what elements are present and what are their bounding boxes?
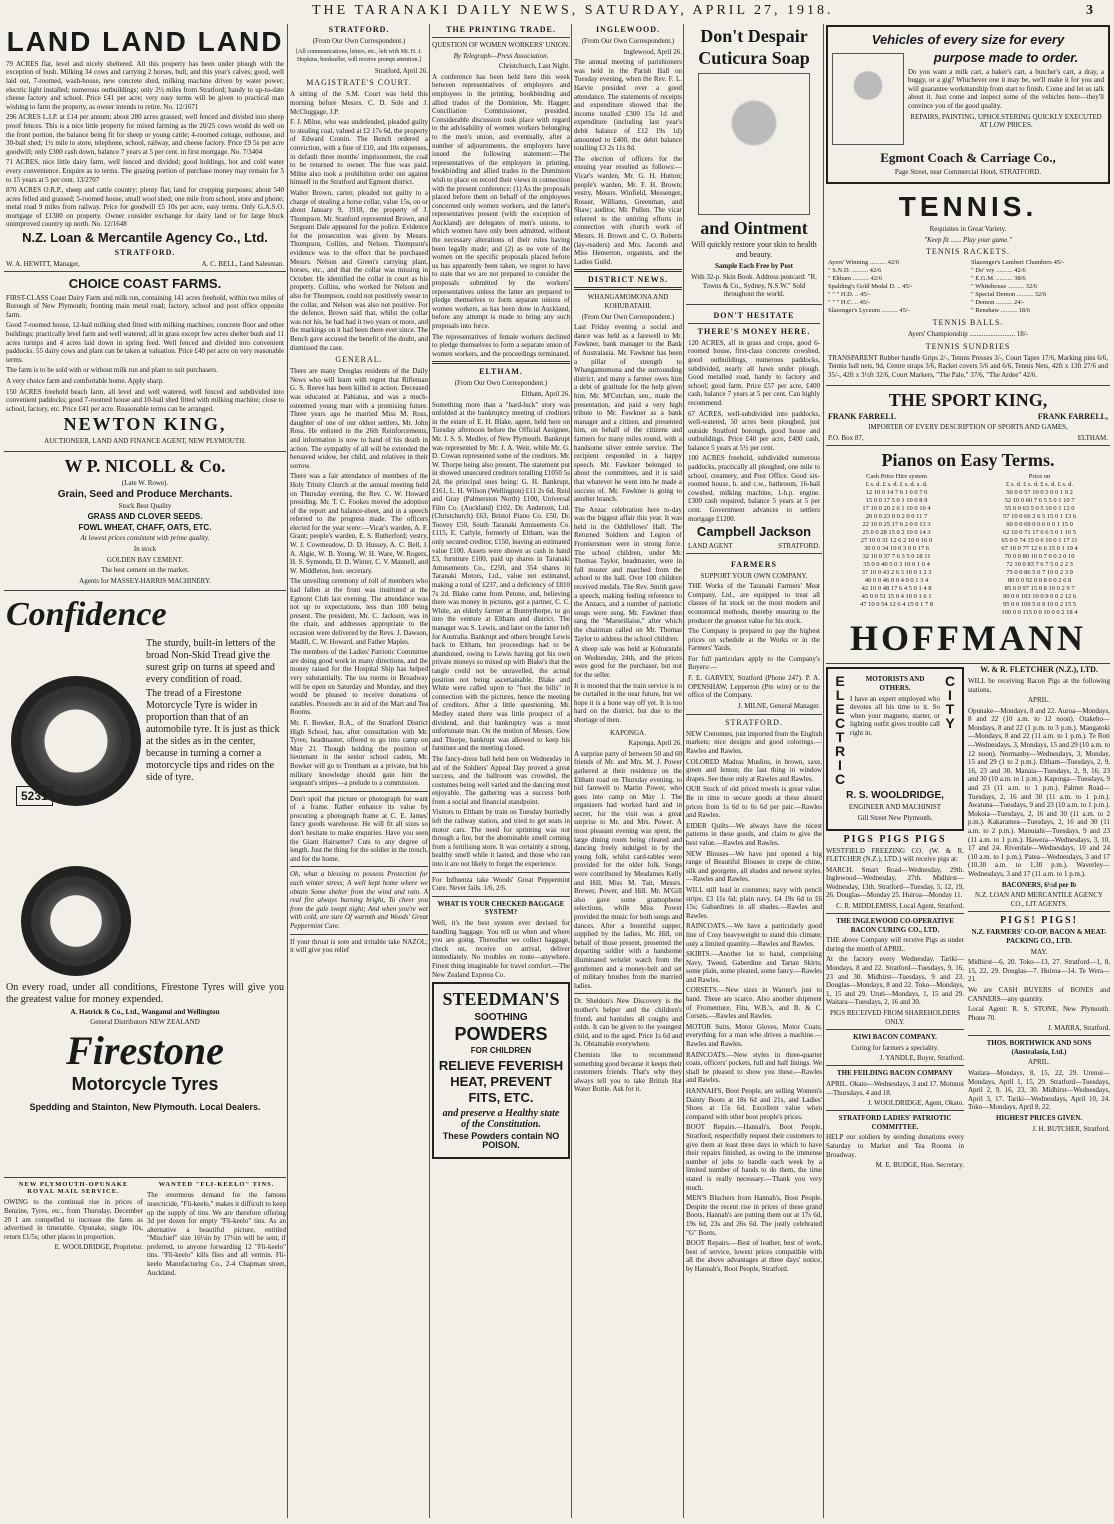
- masthead-title: THE TARANAKI DAILY NEWS, SATURDAY, APRIL 27, 1918.: [312, 3, 834, 18]
- borthwick-schedule: Waitara—Mondays, 8, 15, 22, 29. Urenui—Mondays, April 1, 15, 29. Stratford—Tuesdays, April 2, 9, 16, 23, 30. Midhirst—Wednesdays, April 3, 17. Tariki—Wednesdays, April 10, 24. Toko—Mondays, April 8, 22.: [968, 1069, 1110, 1112]
- firestone-advert: [4, 591, 286, 1178]
- kiwi-bacon: KIWI BACON COMPANY.: [853, 1033, 937, 1042]
- article-para: The annual meeting of parishioners was held in the Parish Hall on Tuesday evening, when the Rev. F. L. Harvie presided over a good attendance. The statements of receipts and expenditure showed that the income totalled £300 15s 1d and expenditure (including last year's debit balance of £12 19s 1d) amounted to £400, the debit balance totalling £3 2s 11s 8d.: [574, 58, 682, 153]
- column-rule: [429, 24, 430, 1518]
- inglewood-co: THE INGLEWOOD CO-OPERATIVE BACON CURING CO., LTD.: [836, 917, 954, 934]
- wooldridge-name: R. S. WOOLDRIDGE,: [846, 790, 944, 802]
- right-subcol-2: [968, 664, 1110, 1170]
- own-correspondent: (From Our Own Correspondent.): [312, 37, 406, 45]
- piano-row: 72 10 0 83 7 6 7 5 0 2 2 3: [1006, 560, 1073, 568]
- piano-row: 40 0 0 46 0 0 4 0 0 1 3 4: [864, 576, 929, 584]
- magistrates-head: MAGISTRATE'S COURT.: [306, 78, 412, 88]
- fletcher-text: WILL be receiving Bacon Pigs at the following stations,: [968, 676, 1110, 694]
- column-rule: [287, 24, 288, 1518]
- piano-row: 80 0 0 92 0 0 8 0 0 2 6 8: [1007, 576, 1072, 584]
- rackets-head: TENNIS RACKETS.: [926, 247, 1010, 257]
- firestone-logo: Firestone: [66, 1027, 224, 1073]
- article-para: A conference has been held here this week between representatives of employers and employees in the printing, bookbinding and allied trades of the Dominion, Mr. Hagger, Conciliation Commissioner, presided. Considerable discussion took place with regard to the advisability of women workers belonging to the men's union, and eventually, after a number of adjournments, the employers have issued the following statement:—The representatives of the employers in printing, bookbinding and allied trades in the Dominion wish to place on record their views in connection with the present conference: (1) As the proposals placed before them on behalf of the employees concerned only women workers, and the latter's representatives present (with the exception of Auckland) are delegates of men's unions, to which women have only been admitted, without the necessary alterations of their rules having been legally made; and (2) as no vote of the women on the specific proposals placed before us has apparently been taken, we regret to have to state that we are not prepared to consider the proposals submitted by the workers' representatives unless the latter are prepared to pledge themselves to form separate unions of women workers, as has been done in Auckland, before any attempt is made to bring any such proposals into force.: [432, 72, 570, 330]
- farmers-advert: [686, 554, 822, 715]
- piano-row: 37 10 0 43 2 6 3 10 0 1 2 3: [861, 568, 932, 576]
- egmont-name: Egmont Coach & Carriage Co.,: [880, 150, 1056, 166]
- every-road-text: On every road, under all conditions, Firestone Tyres will give you the greatest value for money expended.: [6, 981, 284, 1005]
- piano-row: 30 0 0 34 10 0 3 0 0 17 6: [864, 544, 929, 552]
- article-para: Well, it's the best system ever devised for handling baggage. You tell us when and where you are going. Thereafter we collect baggage, check on, receive on arrival, deliver immediately. No troubles en route—anywhere. Finest thing imaginable for travel comfort.—The New Zealand Express Co.: [432, 919, 570, 979]
- stratford-head: STRATFORD.: [725, 717, 783, 727]
- fletcher-month: APRIL.: [1028, 696, 1050, 705]
- page-number: 3: [1086, 3, 1096, 18]
- article-para: A sitting of the S.M. Court was held this morning before Messrs. C. D. Sole and J. McCluggage, J.P.: [290, 90, 428, 116]
- piano-row: 57 10 0 66 2 6 5 15 0 1 13 6: [1002, 512, 1077, 520]
- piano-row: 67 10 0 77 12 6 6 15 0 1 19 4: [1001, 544, 1078, 552]
- racket-item: " S.N.D. .......... 42/6: [828, 267, 882, 275]
- money-advert: [686, 305, 822, 554]
- no-poison: These Powders contain NO POISON.: [442, 1130, 560, 1151]
- massey-agents: Agents for MASSEY-HARRIS MACHINERY.: [79, 576, 211, 585]
- borthwick-month: APRIL.: [1028, 1058, 1050, 1067]
- baggage-head: WHAT IS YOUR CHECKED BAGGAGE SYSTEM?: [437, 899, 565, 917]
- frank-farrell: FRANK FARRELL,: [1037, 412, 1108, 422]
- piano-row: 60 0 0 69 0 0 6 0 0 1 15 0: [1006, 520, 1073, 528]
- racket-item: " Renshaw .......... 18/6: [971, 307, 1031, 315]
- masthead: [0, 0, 1114, 22]
- keep-fit: "Keep fit ...... Play your game.": [924, 235, 1012, 244]
- motorists: MOTORISTS AND OTHERS.: [865, 675, 925, 692]
- sample-text: With 32-p. Skin Book. Address postcard: "R. Towns & Co., Sydney, N.S.W." Sold throughout the world.: [690, 272, 818, 299]
- nicoll-advert: [4, 452, 286, 592]
- farmers-text: The Company is prepared to pay the highest prices on schedule at the Works or in the Farmers' Yards.: [688, 627, 820, 653]
- land-item: 79 ACRES flat, level and nicely sheltered. All this property has been under plough with the exception of bush. Milking 34 cows and carrying 2 horses, bull, and this year's calves; good, well laid out, 7-roomed, wash-house, new concrete shed, milking machine driven by water power; electric light installed; numerous outbuildings; only 2½ miles from Stratford; handy to up-to-date cheese factory and school. Price £41 per acre; very easy terms will be given to practical man wishing to farm the property, as owner intends to retire. No. 12/1671: [6, 59, 284, 111]
- column-rule: [823, 24, 824, 1518]
- classified: WILL still lead in costumes; navy with pencil stripe, £3 11s 6d; plain navy, £4 19s 6d to £6 15s; Gabardines in all shades.—Rawles and Rawles.: [686, 885, 822, 920]
- fletcher-schedule: Opunake—Mondays, 8 and 22. Auroa—Mondays, 8 and 22 (10 a.m. to 12 noon). Otakeho—Mondays, 8 and 22 (1 p.m. to 3 p.m.). Mangatoki—Mondays, 8 and 22 (11 a.m. to 1 p.m.). Te Roti—Wednesdays, 3, Mondays, 15 and 29 (10 a.m. to 12 noon). Normanby—Wednesdays, 3, Monday, 15 and 29 (1 to 2 p.m.). Eltham—Tuesdays, 2, 9, 16, 23 and 30. Manaia—Tuesdays, 2, 9, 16, 23 and 30 (10 a.m. to 1 p.m.). Kaponga—Tuesdays, 9 and 23 (11 a.m. to 1 p.m.). Palmer Road—Tuesdays, 2, 16 and 30 (11 a.m. to 1 p.m.). Awatuna—Tuesdays, 9 and 23 (10 a.m. to 1 p.m.). Mokoia—Tuesdays, 2, 16 and 30 (11 a.m. to 2 p.m.). Kakaramea—Tuesdays, 2, 16 and 30 (11 a.m. to 2 p.m.). Manutahi—Tuesdays, 9 and 23 (11 a.m. to 1 p.m.). Hawera—Wednesdays, 3, 10, 17 and 24. Riverdale—Wednesdays, 10 and 24 (10 a.m. to 1 p.m.). Patea—Wednesdays, 3 and 17 (10.30 a.m. to 1.30 p.m.). Waverley—Wednesdays, 3 and 17 (11 a.m. to 1 p.m.).: [968, 706, 1110, 878]
- piano-row: 100 0 0 115 0 0 10 0 0 2 18 4: [1001, 608, 1078, 616]
- piano-row: 17 10 0 20 2 6 1 10 0 10 4: [862, 504, 931, 512]
- land-item: 71 ACRES, nice little dairy farm, well fenced and divided; good holdings, hot and cold water every convenience. Enquire as to terms. The grazing portion of purchase money may remain for 5 to 15 years at 5 per cent. 13/2707: [6, 158, 284, 184]
- pianos-advert: [826, 446, 1110, 664]
- fletcher-name: W. & R. FLETCHER (N.Z.), LTD.: [980, 665, 1098, 675]
- eltham-head: ELTHAM.: [479, 367, 523, 377]
- ladies-sign: M. E. BUDGE, Hon. Secretary.: [875, 1161, 964, 1170]
- article-para: Dr. Sheldon's New Discovery is the mother's helper and the children's friend, and banishes all coughs and colds. It can be given to the youngest child, and to the aged. Price 1s 6d and 3s. Obtainable everywhere.: [574, 997, 682, 1049]
- sport-king: THE SPORT KING,: [888, 389, 1048, 410]
- article-para: The unveiling ceremony of roll of members who had fallen at the front was instituted at the Egmont Club last evening. The attendance was not up to expectations, less than 100 being present. The president, Mr. C. Jackson, was in the chair, and addresses appropriate to the occasion were delivered by the Revs. J. Dawson, Madill, C. W. Howard, and Father Maples.: [290, 577, 428, 646]
- piano-row: 90 0 0 103 10 0 9 0 0 2 12 6: [1002, 592, 1077, 600]
- egmont-coach-advert: [826, 25, 1110, 184]
- cement: GOLDEN BAY CEMENT.: [106, 555, 184, 564]
- baconers: BACONERS, 6½d per lb: [1001, 880, 1077, 889]
- balls-head: TENNIS BALLS.: [932, 318, 1004, 328]
- article-para: The Anzac celebration here to-day was the biggest affair this year. It was held in the Oddfellows' Hall. The Returned Soldiers and Legion of Frontiersmen were in strong force. The school children, under Mr. Thomas Taylor, headmaster, were in full muster and marched from the school to the hall. Over 100 children received medals. The Rev. Smith gave a speech, making feeling reference to the Anzacs, and a number of patriotic songs were sung. Mr. Fawkner then sang the "Marseillaise," after which the chairman called on Mr. Thomas Taylor to address the school children.: [574, 505, 682, 643]
- local-agent: Local Agent: R. S. STONE, New Plymouth. Phone 70.: [968, 1005, 1110, 1022]
- eltham: ELTHAM.: [1077, 433, 1108, 442]
- may-label: MAY.: [1030, 947, 1048, 956]
- piano-row: 70 0 0 80 10 0 7 0 0 2 0 10: [1004, 552, 1075, 560]
- may-schedule: Midhirst—6, 20. Toko—13, 27. Stratford—1, 8, 15, 22, 29. Douglas—7. Huiroa—14. Te Wera—21.: [968, 958, 1110, 984]
- inglewood-sign: PIGS RECEIVED FROM SHAREHOLDERS ONLY.: [829, 1009, 961, 1026]
- article-para: Chemists like to recommend something good because it keeps their customers friends. That's why they always tell you to take British Hat Water Bottle. Ask for it.: [574, 1050, 682, 1094]
- inglewood-schedule: At the factory every Wednesday. Tariki—Mondays, 8 and 22. Stratford—Tuesdays, 9, 16, 23 and 30. Midhirst—Tuesdays, 9 and 23. Douglas—Mondays, 8 and 22. Toko—Mondays, 1, 15 and 29. Uruti—Mondays, 1, 15 and 29. Waitara—Tuesdays, 2, 16 and 30.: [826, 955, 964, 1007]
- sport-king-advert: [826, 386, 1110, 446]
- racket-item: " Eltham .......... 42/6: [828, 275, 883, 283]
- land-listing: 67 ACRES, well-subdivided into paddocks, well-watered, 50 acres been ploughed, just outside Stratford borough, good house and outbuildings. Price £40 per acre, £400 cash, balance 5 years at 5½ per cent.: [688, 409, 820, 452]
- article-para: F. J. Milne, who was undefended, pleaded guilty to stealing coal, valued at £2 17s 6d, the property of Edward Cronin. The Bench ordered a conviction, with a fine of £10, and 10s expenses, in default three months' imprisonment, the coal to be returned to owner. The fine was paid. Milne also took a prohibition order out against himself in the Stratford and Egmont district.: [290, 118, 428, 187]
- article-para: The members of the Ladies' Patriotic Committee are doing good work in many directions, and the money raised for the Hospital Ship has helped very substantially. The tea rooms in Broadway will be open on Saturday and Monday, and they would be pleased to receive donations of eatables. Proceeds are in aid of the Mart and Tea Rooms.: [290, 648, 428, 717]
- wanted-head: WANTED "FLI-KEELO" TINS.: [158, 1181, 275, 1189]
- racket-item: Slazenger's Lyceum .......... 45/-: [828, 307, 910, 315]
- article-para: Walter Brown, carter, pleaded not guilty to a charge of stealing a horse collar, value 15s, on or about January 9, 1918, the property of J. Thompson. Mr. Stanford represented Brown, and Sergeant Dale appeared for the police. Evidence for the prosecution was given by Messrs. Thompson, Collins, and Nelson. Thompson's evidence was to the effect that he purchased Messrs. Nelson and Green's carrying plant, horses, etc., and that the collar was missing in October. He identified the collar in court as his property. Collins, who worked for Nelson and also for Thompson, could not positively swear to the collar, and Nelson was also not positive. For the defence, Brown said that, whilst the collar was not his, he had had it two years or more, and the markings on it had been there ever since. The Bench gave accused the benefit of the doubt, and dismissed the case.: [290, 188, 428, 352]
- kiwi-sign: J. YANDLE, Buyer, Stratford.: [879, 1054, 964, 1063]
- inglewood-head: INGLEWOOD.: [595, 25, 660, 34]
- frank-farrell: FRANK FARRELL: [828, 412, 897, 422]
- article-para: The election of officers for the ensuing year resulted as follows:—Vicar's warden, Mr. G. H. Hutton; people's warden, Mr. F. H. Brown; vestry, Messrs. Winfield, Messenger, Rosser, Williams, Greenman, and Shaw; auditor, Mr. Pullen. The vicar referred to the untiring efforts in connection with church work of Messrs. H. Brown and C. O. Roberts (lay-readers) and Mrs. Jacomb and Miss Hemerton, organists, and the Ladies Guild.: [574, 154, 682, 266]
- peppermint-ad: For Influenza take Woods' Great Peppermint Cure. Never fails. 1/6, 2/6.: [432, 875, 570, 893]
- choice-title: CHOICE COAST FARMS.: [68, 276, 222, 292]
- classified: SKIRTS.—Another lot to hand, comprising Navy, Tweed, Gaberdine and Tartan Skirts; some plain, some pleated, some fancy.—Rawles and Rawles.: [686, 950, 822, 984]
- grain-merchants: Grain, Seed and Produce Merchants.: [57, 489, 233, 501]
- piano-row: 20 0 0 23 0 0 2 0 0 11 7: [865, 512, 928, 520]
- own-correspondent: (From Our Own Correspondent.): [581, 37, 675, 45]
- ladies-committee: STRATFORD LADIES' PATRIOTIC COMMITTEE.: [838, 1114, 952, 1131]
- stratford-label: STRATFORD.: [114, 248, 176, 258]
- choice-item: The farm is to be sold with or without milk run and plant to suit purchasers.: [6, 366, 218, 375]
- piano-row: 62 10 0 71 17 6 6 5 0 1 16 5: [1002, 528, 1077, 536]
- lower-right-adverts: [826, 664, 1110, 1170]
- tennis-title: TENNIS.: [898, 191, 1038, 223]
- choice-item: A very choice farm and comfortable home. Apply sharp.: [6, 377, 164, 386]
- piano-row: 35 0 0 40 5 0 3 10 0 1 0 4: [863, 560, 930, 568]
- city-vertical: CITY: [942, 673, 958, 730]
- powders: POWDERS: [454, 1023, 548, 1044]
- classified: MOTOR Suits, Motor Gloves, Motor Coats; everything for a man who drives a machine.—Rawles and Rawles.: [686, 1022, 822, 1049]
- classified: RAINCOATS.—New styles in three-quarter coats, officers' pockets, full and half linings. We shall be pleased to show you these.—Rawles and Rawles.: [686, 1050, 822, 1085]
- piano-row: 32 10 0 37 7 6 3 5 0 18 11: [862, 552, 931, 560]
- championship: Ayers' Championship .......................... 18/-: [907, 330, 1029, 339]
- piano-row: 25 0 0 28 15 0 2 10 0 14 3: [862, 528, 931, 536]
- farmers-sign: J. MILNE, General Manager.: [737, 701, 820, 710]
- soothing: SOOTHING: [474, 1011, 528, 1023]
- feilding-bacon: THE FEILDING BACON COMPANY: [837, 1069, 953, 1078]
- lowest-prices: At lowest prices consistent with prime quality.: [80, 534, 210, 543]
- classified: HANNAH'S, Boot People, are selling Women's Dainty Boots at 18s 6d and 21s, and Ladies' Shoes at 15s 6d. Excellent value when compared with other boot people's prices.: [686, 1087, 822, 1121]
- and-ointment: and Ointment: [700, 217, 808, 238]
- pianos-title: Pianos on Easy Terms.: [881, 449, 1055, 470]
- piano-row: 47 10 0 54 12 6 4 15 0 1 7 8: [859, 600, 934, 608]
- choice-farms-advert: [4, 272, 286, 451]
- wanted-text: The enormous demand for the famous insecticide, "Fli-keelo," makes it difficult to keep up the supply of tins. We are therefore offering 3d per dozen for empty "Fli-keelo" tins. As an alternative a beautiful picture, entitled "Mischief" size 16½in by 17½in will be sent, if preferred, to anyone forwarding 12 "Fli-keelo" tins. "Fli-keelo" kills flies and all vermin. Fli-keelo Manufacturing Co., 2-4 Chapman street, Auckland.: [147, 1191, 286, 1277]
- electric-text: I have an expert employed who devotes all his time to it. So when your magneto, starter, or lighting outfit gives trouble call right in.: [850, 694, 940, 737]
- westfield-text: WESTFIELD FREEZING CO. (W. & R. FLETCHER (N.Z.), LTD.) will receive pigs at:: [826, 846, 964, 864]
- cash-buyers: We are CASH BUYERS of BONES and CANNERS—any quantity.: [968, 985, 1110, 1003]
- classified: CORSETS.—New sizes in Warner's just to hand. These are scarce. Also another shipment of Fromenture, Fitu, W.B.'s, and B. & C. Corsets.—Rawles and Rawles.: [686, 986, 822, 1021]
- feilding-text: APRIL. Okato—Wednesdays, 3 and 17. Motunui—Thursdays, 4 and 18.: [826, 1079, 964, 1097]
- classified: NEW Blouses—We have just opened a big range of Beautiful Blouses in crepe de chine, silk and georgette, all shades and newest styles.—Rawles and Rawles.: [686, 849, 822, 884]
- piano-row: 52 10 0 60 7 6 5 5 0 1 10 7: [1004, 496, 1075, 504]
- piano-row: £ s. d. £ s. d. £ s. d. s. d.: [865, 480, 928, 488]
- choice-item: FIRST-CLASS Coast Dairy Farm and milk run, containing 141 acres freehold, within two miles of Borough of New Plymouth; fronting main metal road; factory, school and post office opposite farm.: [6, 293, 284, 319]
- nz-loan-title: N.Z. Loan & Mercantile Agency Co., Ltd.: [22, 230, 268, 246]
- fowl-wheat: FOWL WHEAT, CHAFF, OATS, ETC.: [78, 522, 212, 532]
- classified: BOOT Repairs.—Hannah's, Boot People, Stratford, respectfully request their customers to give them at least three days in which to have their repairs finished, as owing to the immense number of jobs to handle each week by a limited number of hands to do them, the time stated is really necessary.—Thank you very much.: [686, 1123, 822, 1192]
- egmont-address: Page Street, near Commercial Hotel, STRATFORD.: [894, 167, 1042, 176]
- farmers-text: For full particulars apply to the Company's Buyers:—: [688, 654, 820, 672]
- farmers-text: F. E. GARVEY, Stratford (Phone 247). P. A. OPENSHAW, Lepperton (Pte wire) or to the office of the Company.: [688, 674, 820, 700]
- marra-sign: J. MARRA, Stratford.: [1047, 1024, 1110, 1033]
- motorcycle-tyres: Motorcycle Tyres: [71, 1073, 219, 1094]
- column-6: [826, 22, 1110, 1518]
- hoffmann-logo: HOFFMANN: [850, 617, 1086, 658]
- piano-row: 45 0 0 51 15 0 4 10 0 1 6 1: [861, 592, 932, 600]
- electric-city-advert: [826, 667, 964, 830]
- engineer: ENGINEER AND MACHINIST: [848, 803, 942, 812]
- cement-best: The best cement on the market.: [101, 566, 189, 575]
- right-subcol-1: [826, 664, 964, 1170]
- piano-row: 15 0 0 17 5 0 1 10 0 8 9: [865, 496, 928, 504]
- column-5: [686, 22, 822, 1518]
- general-head: GENERAL.: [335, 355, 383, 365]
- sundries-text: TRANSPARENT Rubber handle Grips 2/-, Tennis Presses 3/-, Court Tapes 17/6, Marking pins 6/6, Tennis ball nets, 9d, Centre straps 3/6, Racket covers 5/6 and 6/6, Tennis Nets, 42ft x 13ft 27/6 and 35/-, 42ft x 3½ft 32/6, Court Markers, "The Pale," 37/6, "The Ardee" 42/6.: [828, 353, 1108, 379]
- article-para: The representatives of female workers declined to pledge themselves to form a separate union of women workers, and the proceedings terminated.: [432, 332, 570, 358]
- nz-loan-agents: N.Z. LOAN AND MERCANTILE AGENCY CO., LIT AGENTS.: [975, 891, 1103, 908]
- nicoll-title: W P. NICOLL & Co.: [64, 455, 226, 476]
- classified: BOOT Repairs.—Best of leather, best of work, best of service, lowest prices compatible with all the above advantages at three days' notice, by Hannah's, Boot People, Stratford.: [686, 1239, 822, 1273]
- land-item: 296 ACRES L.I.P. at £14 per annum; about 280 acres grassed; well fenced and divided into sheep proof fences. This is a nice little property for mixed farming as the 20/25 cows would do well on the front portion, the balance being fit for sheep or young cattle; 4-roomed cottage, outhouse, and 30-bail shed; 1½ mile to store, telephone, school, railway, and cheese factory. Price £9 5s per acre goodwill; only £300 cash down, balance 7 years at 5 per cent. in first mortgage. No. 7/3404: [6, 113, 284, 156]
- vehicles-text: Do you want a milk cart, a baker's cart, a butcher's cart, a dray, a buggy, or a gig? Whichever one it may be, we'll make it for you and will guarantee workmanship from start to finish. Come and let us talk about it. Just come and inspect some of the vehicles here—they'll convince you of the good quality.: [908, 67, 1104, 110]
- pigs-banner: PIGS! PIGS!: [1000, 915, 1078, 927]
- dont-despair: Don't Despair: [700, 26, 808, 46]
- district-news-head: DISTRICT NEWS.: [587, 275, 669, 285]
- piano-header: Cash Price Hire system: [866, 472, 927, 480]
- ladies-text: HELP our soldiers by sending donations every Saturday to Market and Tea Rooms in Broadway.: [826, 1133, 964, 1159]
- hatrick-name: A. Hatrick & Co., Ltd., Wanganui and Wellington: [70, 1007, 220, 1016]
- article-para: Mr. F. Bowker, B.A., of the Stratford District High School, has, after consultation with Mr. Tyree, headmaster, offered to go into camp on May 21. Though holding the position of lieutenant in the senior school cadets, Mr. Bowker will go to Trentham as a private, but his military knowledge should gain him the sergeant's stripes—a prelude to a commission.: [290, 718, 428, 788]
- piano-row: £ s. d. £ s. d. £ s. d. £ s. d.: [1006, 480, 1073, 488]
- verse: Oh, what a blessing to possess Protection for each winter stress; A well kept home where we obtain Some shelter from the wind and rain. A real fire always burning bright, To cheer you from the gale swept night; And when you're wet with cold, are sure Of warmth and Woods' Great Peppermint Cure.: [290, 870, 428, 930]
- piano-row: 65 0 0 74 15 0 6 10 0 1 17 11: [1001, 536, 1078, 544]
- cuticura-text: Will quickly restore your skin to health and beauty.: [691, 240, 817, 260]
- piano-row: 85 0 0 97 15 0 8 10 0 2 9 7: [1004, 584, 1075, 592]
- dateline: Eltham, April 26.: [521, 389, 570, 398]
- manager-name: W. A. HEWITT, Manager,: [6, 260, 80, 269]
- stratford-label: STRATFORD.: [778, 541, 820, 550]
- coachman-figure-icon: [832, 53, 904, 145]
- classified: RAINCOATS.—We have a particularly good line of Cosy heavyweight to stand this climate; only a limited quantity.—Rawles and Rawles.: [686, 922, 822, 948]
- repairs-text: REPAIRS, PAINTING, UPHOLSTERING QUICKLY EXECUTED AT LOW PRICES.: [910, 112, 1102, 130]
- dont-hesitate: DON'T HESITATE: [713, 310, 795, 320]
- dateline: Christchurch, Last Night.: [498, 62, 570, 71]
- land-agent: LAND AGENT: [688, 541, 733, 550]
- dateline: Inglewood, April 26.: [623, 47, 682, 56]
- gill-street: Gill Street New Plymouth.: [857, 813, 933, 822]
- piano-row: 55 0 0 63 5 0 5 10 0 1 12 0: [1004, 504, 1075, 512]
- local-dealers: Spedding and Stainton, New Plymouth. Local Dealers.: [29, 1101, 261, 1112]
- campbell-jackson: Campbell Jackson: [696, 524, 812, 540]
- relieve-text: RELIEVE FEVERISH HEAT, PREVENT FITS, ETC.: [438, 1057, 564, 1105]
- highest-prices: HIGHEST PRICES GIVEN.: [995, 1114, 1083, 1123]
- tennis-advert: [826, 187, 1110, 385]
- racket-item: " " " H.C. .. 45/-: [828, 299, 871, 307]
- feilding-sign: J. WOOLDRIDGE, Agent, Okato.: [867, 1099, 964, 1108]
- dateline: Stratford, April 26.: [374, 66, 428, 75]
- mail-head: NEW PLYMOUTH-OPUNAKE ROYAL MAIL SERVICE.: [18, 1181, 129, 1196]
- kiwi-text: Curing for farmers a speciality.: [851, 1043, 939, 1052]
- money-here: THERE'S MONEY HERE.: [697, 326, 811, 336]
- classified: NEW Cretonnes, just imported from the English markets; nice designs and good colorings.—Rawles and Rawles.: [686, 729, 822, 756]
- po-box: P.O. Box 87,: [828, 433, 864, 442]
- mail-text: OWING to the continual rise in prices of Benzine, Tyres, etc., from Thursday, December 20 I am compelled to increase the fares as advertised in timetable. Opunake, single 10s, return £1/5s; other places in proportion.: [4, 1198, 143, 1241]
- newton-sub: AUCTIONEER, LAND AND FINANCE AGENT, NEW PLYMOUTH.: [44, 437, 246, 446]
- article-para: There are many Douglas residents of the Daily News who will learn with regret that Rifleman G. S. Reeve has been killed in action. Deceased was educated at Pahiatua, and was a much-esteemed young man with a promising future. Three years ago he married Miss M. Ross, daughter of one of our oldest settlers, Mr. John Ross. He enlisted in the 26th Reinforcements, and information is now to hand of his death in action. The sympathy of all will be extended the bereaved widow, her child, and relatives in their sorrow.: [290, 367, 428, 470]
- westfield-sign: C. R. MIDDLEMISS, Local Agent, Stratford.: [836, 902, 964, 911]
- number-plate: 5231: [16, 786, 53, 806]
- column-rule: [571, 24, 572, 1518]
- racket-item: Ayers' Winning .......... 42/6: [828, 259, 900, 267]
- piano-row: 27 10 0 31 12 6 2 10 0 16 0: [860, 536, 933, 544]
- pigs-banner: PIGS PIGS PIGS: [843, 833, 947, 845]
- classified: OUR Stock of old priced towels is great value. Be in time to secure goods at these absurd prices from 1s 6d to 6s 6d per pair.—Rawles and Rawles.: [686, 785, 822, 820]
- classified: EIDER Quilts—We always have the nicest patterns in these goods, and claim to give the best value.—Rawles and Rawles.: [686, 821, 822, 847]
- sundries-head: TENNIS SUNDRIES: [925, 341, 1011, 351]
- butcher-sign: J. H. BUTCHER, Stratford.: [1032, 1124, 1110, 1133]
- borthwick-name: THOS. BORTHWICK AND SONS (Australasia, Ltd.): [986, 1039, 1092, 1056]
- nz-farmers-coop: N.Z. FARMERS' CO-OP. BACON & MEAT-PACKING CO., LTD.: [971, 928, 1107, 945]
- racket-item: " Do' vry .......... 42/6: [971, 267, 1026, 275]
- piano-row: 12 10 0 14 7 6 1 0 0 7 0: [865, 488, 928, 496]
- article-para: Don't spoil that picture or photograph for want of a frame. Rather enhance its value by procuring a photograph frame at C. E. James' fancy goods warehouse. He will fit all sizes so don't hesitate to make enquiries. Have you seen the Giant Hairsetter? Cuts to any degree of length. Just the thing for the soldier in the trench, and for the home.: [290, 794, 428, 863]
- nazol-ad: If your throat is sore and irritable take NAZOL; it will give you relief: [290, 937, 428, 955]
- stratford-head: STRATFORD.: [328, 25, 390, 34]
- vehicles-line2: purpose made to order.: [933, 50, 1079, 66]
- electric-vertical: ELECTRIC: [832, 673, 848, 786]
- racket-item: " Special Demon .......... 32/6: [971, 291, 1047, 299]
- racket-item: Slazenger's Lambert Chambers 45/-: [971, 259, 1065, 267]
- piano-row: 42 10 0 48 17 6 4 5 0 1 4 8: [861, 584, 932, 592]
- column-1: [4, 22, 286, 1518]
- land-listing: 100 ACRES freehold, subdivided numerous paddocks, practically all ploughed, one mile to school, creamery, and Post Office. Good six-roomed house, h. and c.w., bathroom, 16-bail cowshed, milking machine, 1-h.p. engine. £300 cash required, balance 5 years at 5 per cent. Government advances to settlers mortgage £1200.: [688, 454, 820, 523]
- whangamomona-head: WHANGAMOMONA AND KOHURATAHI.: [587, 293, 669, 311]
- article-para: Visitors to Eltham by train on Tuesday hurriedly left the railway station, and tried to get seats in motor cars. The need for sprinting was not through a fire, but the abominable smell coming from a fertilising store. It was certainly a strong, healthy smell while it lasted, and those who ran into it are not likely to forget the experience.: [432, 808, 570, 869]
- own-correspondent: (From Our Own Correspondent.): [581, 312, 675, 321]
- piano-row: 22 10 0 25 17 6 2 0 0 13 3: [862, 520, 931, 528]
- article-para: Something more than a "hard-luck" story was unfolded at the bankruptcy meeting of creditors in the estate of E. H. Blake, agent, held here on Tuesday afternoon before the Official Assignee, Mr. J. S. S. Medley, of New Plymouth. Bankrupt was represented by Mr. J. A. Weir, while Mr. G. D. Cowan represented some of the creditors. Mr. W. Thorpe being also present. The statement put in showed unsecured creditors totalling £1050 5s 2d, the principal ones being: G. H. Bankrupt, £161, L. H. Wilson (Wellington) £11 2s 6d, Reid and Gray (Palmerston North) £100, Universal Film Co. (Auckland) £102, Dr. Anderson, Ltd. (Christchurch) £63, Bristol Piano Co. £50, Dr. Toovey £50, South Taranaki Amusements Co. £115, E. Carlyle, formerly of Eltham, was the only secured creditor, £150, leaving an estimated value £100. Assets were shown as cash in hand £3, furniture £100, paid up shares in Taranaki Amusements Co., £250, and 354 shares in Taranaki Motors, Ltd., value not estimated, making a total of £237, and a deficiency of £810 7s 2d. Blake came from Petone, and, believing there was money in pictures, got a partner, C. C. White, an elderly farmer at Bunnythorpe, to go into the venture at Eltham and district. The manager was S. Lewis, and later on the latter left for Australia. Bankrupt and others brought Lewis back to Eltham, but proceedings had to be abandoned, owing to Lewis having got his own private moneys so mixed up with Blake's that the tangle could not be unravelled, the actual position not being ascertainable. Blake and White were called upon to "foot the bills" in connection with the pictures, hence the meeting of creditors. After a little questioning, Mr. Medley stated there was little prospect of a dividend, and that bankruptcy was a most unfortunate man. On the motion of Messrs. Gow and Thorpe, bankrupt was allowed to keep his furniture and the meeting closed.: [432, 400, 570, 753]
- importer: IMPORTER OF EVERY DESCRIPTION OF SPORTS AND GAMES,: [868, 423, 1068, 432]
- choice-item: Good 7-roomed house, 12-bail milking shed fitted with milking machines; concrete floor and other buildings; practically level farm and well watered; all in grass except few acres shelter bush and 11 acres turnips and 4 acres laid down in spring feed. Well fenced and divided into convenient paddocks. 55 dairy cows and plant can be taken at valuation. Price £40 per acre on very reasonable terms.: [6, 321, 284, 364]
- farmers-text: THE Works of the Taranaki Farmers' Meat Company, Ltd., are equipped to treat all classes of fat stock on the most modern and economical methods, thereby ensuring to the producer the greatest value for his stock.: [688, 582, 820, 625]
- printing-sub: QUESTION OF WOMEN WORKERS' UNION.: [432, 41, 570, 49]
- piano-row: 95 0 0 109 5 0 9 10 0 2 15 5: [1002, 600, 1077, 608]
- column-3: [432, 22, 570, 1518]
- own-correspondent: (From Our Own Correspondent.): [454, 379, 548, 388]
- column-4: [574, 22, 682, 1518]
- piano-row: 75 0 0 86 5 0 7 10 0 2 3 9: [1006, 568, 1073, 576]
- for-children: FOR CHILDREN: [470, 1045, 532, 1055]
- steedman-title: STEEDMAN'S: [442, 989, 560, 1010]
- racket-item: " " " H.D. .. 45/-: [828, 291, 871, 299]
- article-para: A sheep sale was held at Kohuratahi on Wednesday, 24th, and the prices were good for the purchaser, but not for the seller.: [574, 645, 682, 679]
- woman-portrait-icon: [698, 73, 810, 215]
- article-para: There was a fair attendance of members of the Holy Trinity Church at the annual meeting held on Thursday evening, the Rev. C. W. Howard presiding. Mr. T. C. Fookes moved the adoption of the report and balance-sheet, and in a speech referred to the progress made. The officers elected for the year were:—Vicar's warden, A. F. Grant; people's warden, E. S. Rutherford; vestry, W. J. Cowmeadow, D. D. Hussey, A. C. Bell, J. A. Algie, W. B. Young, W. H. Ware, W. Rogers, H. S. Symonds, D. D. Winter, C. V. Mannell, and W. Middleton, hon. secretary.: [290, 472, 428, 575]
- cuticura-soap: Cuticura Soap: [698, 47, 810, 68]
- kaponga-head: KAPONGA.: [610, 728, 646, 737]
- land-advert: [4, 22, 286, 272]
- support-company: SUPPORT YOUR OWN COMPANY.: [700, 571, 808, 580]
- tread-text: The tread of a Firestone Motorcycle Tyre is wider in proportion than that of an automobile tyre. It is just as thick at the sides as in the center, because in turning a corner a motorcycle tips and rides on the side of tyre.: [146, 687, 280, 783]
- own-note: [All communications, letters, etc., left with Mr. H. J. Hopkins, bookseller, will receive prompt attention.]: [296, 48, 422, 64]
- tennis-sub: Requisites in Great Variety.: [929, 224, 1007, 233]
- inglewood-text: THE above Company will receive Pigs as under during the month of APRIL.: [826, 936, 964, 953]
- dateline: Kaponga, April 26.: [628, 739, 682, 748]
- press-assoc: By Telegraph—Press Association.: [453, 51, 549, 60]
- racket-item: " Demon .......... 24/-: [971, 299, 1025, 307]
- article-para: It is mooted that the train service is to be curtailed in the near future, but we hope it is a bone way off yet. It is too hard on the district, but due to the shortage of men.: [574, 681, 682, 724]
- vehicles-line1: Vehicles of every size for every: [871, 32, 1065, 47]
- cuticura-advert: [686, 22, 822, 305]
- article-para: The fancy-dress ball held here on Wednesday in aid of the Soldiers' Appeal Day proved a great success, and the ballroom was crowded, the costumes being well varied and the dancing most enjoyable. The gathering was a success both from a social and financial standpoint.: [432, 754, 570, 806]
- nicoll-late: (Late W. Rowe).: [121, 478, 169, 487]
- preserve-text: and preserve a Healthy state of the Constitution.: [442, 1107, 560, 1130]
- land-listing: 120 ACRES, all in grass and crops, good 6-roomed house, first-class concrete cowshed, good outbuildings, numerous paddocks, subdivided, nearly all hawn under plough. Good metalled road, handy to factory and school; good farm. Price £57 per acre, £400 cash, balance 7 years at 5 per cent. Can highly recommend.: [688, 338, 820, 407]
- column-2: [290, 22, 428, 1518]
- stock-quality: Stock Best Quality: [118, 502, 172, 511]
- racket-item: " Whitehouse .......... 32/6: [971, 283, 1038, 291]
- piano-header: Price on: [1028, 472, 1051, 480]
- newton-king: NEWTON KING,: [63, 414, 227, 435]
- sample-free: Sample Each Free by Post: [714, 262, 794, 271]
- mail-sign: E. WOOLDRIDGE, Proprietor.: [54, 1243, 143, 1252]
- stratford-classifieds: [686, 718, 822, 1274]
- choice-item: 150 ACRES freehold beach farm, all level and well watered, well fenced and subdivided into convenient paddocks; good 7-roomed house and 10-bail shed fitted with milking machine; close to school, factory, etc. Price £41 per acre. Reasonable terms can be arranged.: [6, 387, 284, 413]
- racket-item: " E.G.M. .......... 38/6: [971, 275, 1026, 283]
- piano-row: 50 0 0 57 10 0 5 0 0 1 9 2: [1006, 488, 1073, 496]
- confidence-title: Confidence: [6, 596, 167, 634]
- classified: MEN'S Bluchers from Hannah's, Boot People. Despite the recent rise in prices of these grand Boots, Hannah's are putting them out at 17s 6d, 19s 6d, 23s and 26s 6d. The justly celebrated "G" Boots.: [686, 1194, 822, 1237]
- article-para: A surprise party of between 50 and 60 friends of Mr. and Mrs. M. J. Power gathered at their residence on the Eltham road on Thursday evening, to bid farewell to Martin Power, who goes into camp on May 1. The organisers had worked hard and in secret, for the visit was a great surprise to Mr. and Mrs. Power. A most pleasant evening was spent, the large dining room being cleared and dancing freely indulged in by the young folk, whilst card-tables were provided for the older folk. Songs were contributed by Mesdames Kelly and Hill, Miss M. Tait, Messrs. Brewer, Power, and Hill. Mr. M'Gill also gave some gramophone selections, while Miss Power provided the music for both songs and dances. After a bountiful supper, supplied by the ladies, Mr. Hill, on behalf of those present, presented the departing soldier with a handsome illuminated wristlet watch from the gentlemen and a money-belt and set of military brushes from the married ladies.: [574, 749, 682, 990]
- farmers-head: FARMERS: [731, 559, 777, 569]
- distributors: General Distributors NEW ZEALAND: [90, 1018, 200, 1027]
- classified: COLORED Madras Muslins, in brown, saxe, green and lemon; the last thing in window drapes. See these only at Rawles and Rawles.: [686, 757, 822, 783]
- westfield-schedule: MARCH. Smart Road—Wednesday, 29th. Inglewood—Wednesday, 27th. Midhirst—Wednesday, 13th. Stratford—Tuesday, 5, 12, 19, 26. Douglas—Monday 25. Huiroa—Monday 11.: [826, 865, 964, 900]
- article-para: Last Friday evening a social and dance was held as a farewell to Mr. Fawkner, bank manager to the Bank of Australasia. Mr. Fawkner has been a pillar of strength to Whangamomona and the surrounding district, and many a farmer owes him a debt of gratitude for the help given him. Mr. M'Cutchan, sen., made the presentation, and paid a very high tribute to Mr. Fawkner as a bank manager and a citizen, and presented him, on behalf of the citizens and farmers for many miles round, with a handsome silver entrée service. The recipient responded in a happy speech. Mr. Fawkner belonged to about the committees, and it is said that whatever he went into he made a success of. Mr. Fawkner is going to another branch.: [574, 323, 682, 504]
- land-item: 870 ACRES O.R.P., sheep and cattle country; plenty flat; land for cropping purposes; about 540 acres felled and grassed; 5-roomed house, small wool shed; one mile from school, store and phone; metal road 9 miles from railway. Price for goodwill £5 10s per acre, easy terms. Only G.A.S.O. mortgage of £1300 on property. Owner consider exchange for dairy land or for large block unimproved country up north. No. 12/1648: [6, 186, 284, 229]
- steedman-advert: [432, 982, 570, 1159]
- motorcycle-wheel-icon: [21, 866, 131, 976]
- in-stock: In stock: [133, 544, 157, 553]
- grass-seeds: GRASS AND CLOVER SEEDS.: [87, 511, 203, 521]
- column-rule: [683, 24, 684, 1518]
- salesman-name: A. C. BELL, Land Salesman.: [201, 260, 284, 269]
- land-title: LAND LAND LAND: [6, 26, 284, 57]
- printing-head: THE PRINTING TRADE.: [446, 25, 556, 34]
- bottom-adverts: [4, 1178, 286, 1279]
- racket-item: Spalding's Gold Medal D. .. 45/-: [828, 283, 913, 291]
- confidence-text: The sturdy, built-in letters of the broad Non-Skid Tread give the surest grip on turns at speed and every condition of road.: [146, 637, 276, 685]
